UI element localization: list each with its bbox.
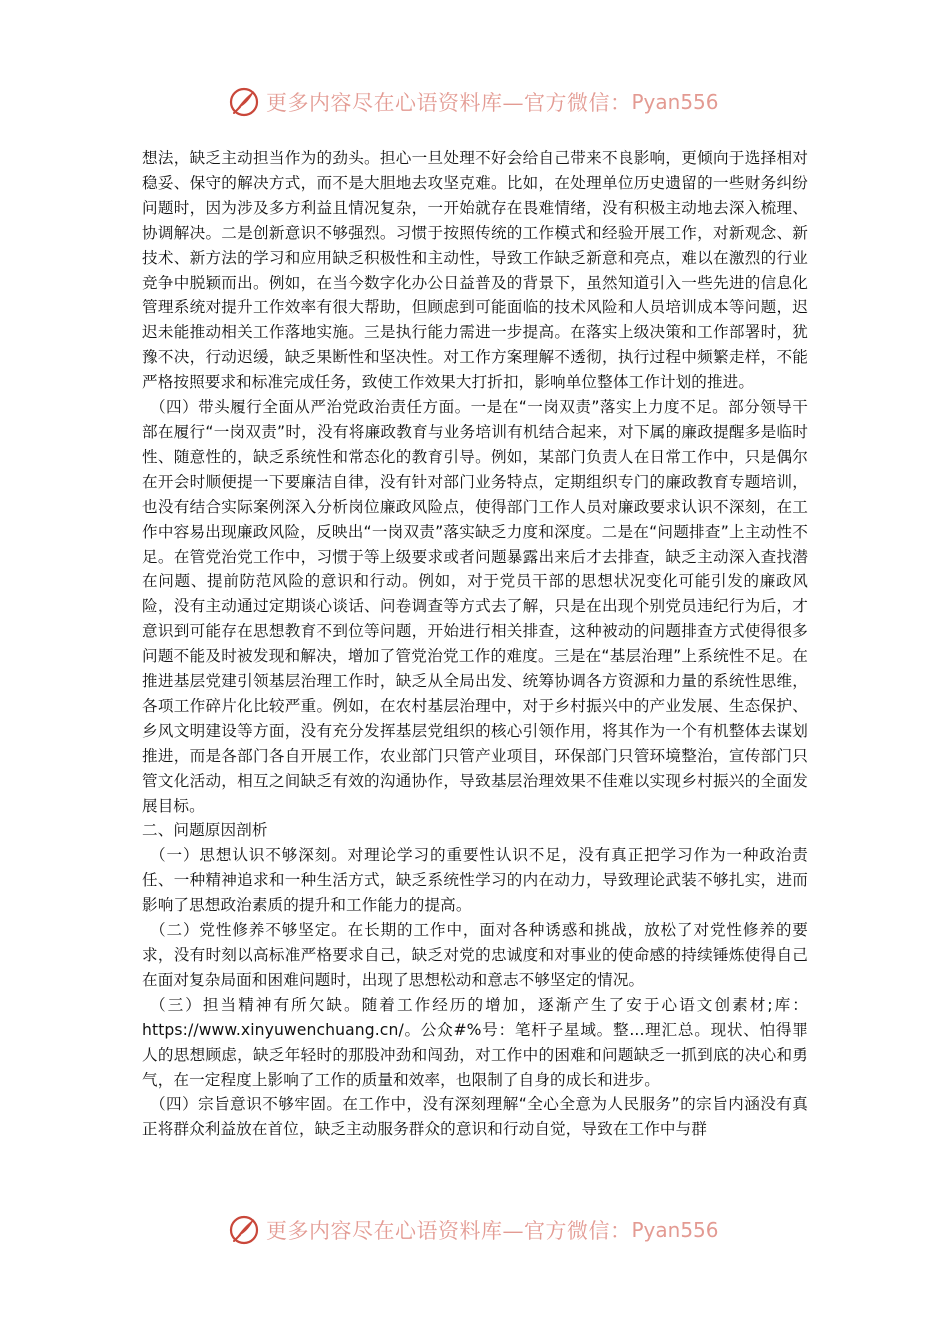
- quill-logo-icon: [228, 86, 260, 118]
- watermark-text: 更多内容尽在心语资料库—官方微信：: [266, 1219, 632, 1243]
- header-watermark: [228, 84, 719, 120]
- paragraph: （四）带头履行全面从严治党政治责任方面。一是在“一岗双责”落实上力度不足。部分领导干部在履行“一岗双责”时，没有将廉政教育与业务培训有机结合起来，对下属的廉政提醒多是临时性、随意性的，缺乏系统性和常态化的教育引导。例如，某部门负责人在日常工作中，只是偶尔在开会时顺便提一下要廉洁自律，没有针对部门业务特点，定期组织专门的廉政教育专题培训，也没有结合实际案例深入分析岗位廉政风险点，使得部门工作人员对廉政要求认识不深刻，在工作中容易出现廉政风险，反映出“一岗双责”落实缺乏力度和深度。二是在“问题排查”上主动性不足。在管党治党工作中，习惯于等上级要求或者问题暴露出来后才去排查，缺乏主动深入查找潜在问题、提前防范风险的意识和行动。例如，对于党员干部的思想状况变化可能引发的廉政风险，没有主动通过定期谈心谈话、问卷调查等方式去了解，只是在出现个别党员违纪行为后，才意识到可能存在思想教育不到位等问题，开始进行相关排查，这种被动的问题排查方式使得很多问题不能及时被发现和解决，增加了管党治党工作的难度。三是在“基层治理”上系统性不足。在推进基层党建引领基层治理工作时，缺乏从全局出发、统筹协调各方资源和力量的系统性思维，各项工作碎片化比较严重。例如，在农村基层治理中，对于乡村振兴中的产业发展、生态保护、乡风文明建设等方面，没有充分发挥基层党组织的核心引领作用，将其作为一个有机整体去谋划推进，而是各部门各自开展工作，农业部门只管产业项目，环保部门只管环境整治，宣传部门只管文化活动，相互之间缺乏有效的沟通协作，导致基层治理效果不佳难以实现乡村振兴的全面发展目标。: [142, 398, 808, 815]
- watermark-wechat-id: Pyan556: [631, 1218, 719, 1242]
- document-body: [142, 146, 808, 1142]
- watermark-wechat-id: Pyan556: [631, 90, 719, 114]
- footer-watermark: [228, 1212, 719, 1248]
- section-heading: 二、问题原因剖析: [142, 821, 268, 840]
- paragraph: （四）宗旨意识不够牢固。在工作中，没有深刻理解“全心全意为人民服务”的宗旨内涵没有真正将群众利益放在首位，缺乏主动服务群众的意识和行动自觉，导致在工作中与群: [142, 1095, 808, 1139]
- paragraph: （一）思想认识不够深刻。对理论学习的重要性认识不足，没有真正把学习作为一种政治责任、一种精神追求和一种生活方式，缺乏系统性学习的内在动力，导致理论武装不够扎实，进而影响了思想政治素质的提升和工作能力的提高。: [142, 846, 808, 915]
- quill-logo-icon: [228, 1214, 260, 1246]
- watermark-text: 更多内容尽在心语资料库—官方微信：: [266, 91, 632, 115]
- paragraph: （二）党性修养不够坚定。在长期的工作中，面对各种诱惑和挑战，放松了对党性修养的要求，没有时刻以高标准严格要求自己，缺乏对党的忠诚度和对事业的使命感的持续锤炼使得自己在面对复杂局面和困难问题时，出现了思想松动和意志不够坚定的情况。: [142, 921, 808, 989]
- paragraph: 想法，缺乏主动担当作为的劲头。担心一旦处理不好会给自己带来不良影响，更倾向于选择相对稳妥、保守的解决方式，而不是大胆地去攻坚克难。比如，在处理单位历史遗留的一些财务纠纷问题时，因为涉及多方利益且情况复杂，一开始就存在畏难情绪，没有积极主动地去深入梳理、协调解决。二是创新意识不够强烈。习惯于按照传统的工作模式和经验开展工作，对新观念、新技术、新方法的学习和应用缺乏积极性和主动性，导致工作缺乏新意和亮点，难以在激烈的行业竞争中脱颖而出。例如，在当今数字化办公日益普及的背景下，虽然知道引入一些先进的信息化管理系统对提升工作效率有很大帮助，但顾虑到可能面临的技术风险和人员培训成本等问题，迟迟未能推动相关工作落地实施。三是执行能力需进一步提高。在落实上级决策和工作部署时，犹豫不决，行动迟缓，缺乏果断性和坚决性。对工作方案理解不透彻，执行过程中频繁走样，不能严格按照要求和标准完成任务，致使工作效果大打折扣，影响单位整体工作计划的推进。: [142, 149, 808, 392]
- paragraph: （三）担当精神有所欠缺。随着工作经历的增加，逐渐产生了安于心语文创素材;库：https://www.xinyuwenchuang.cn/。公众#%号：笔杆子星域。整...理汇总。现状、怕得罪人的思想顾虑，缺乏年轻时的那股冲劲和闯劲，对工作中的困难和问题缺乏一抓到底的决心和勇气，在一定程度上影响了工作的质量和效率，也限制了自身的成长和进步。: [142, 995, 808, 1089]
